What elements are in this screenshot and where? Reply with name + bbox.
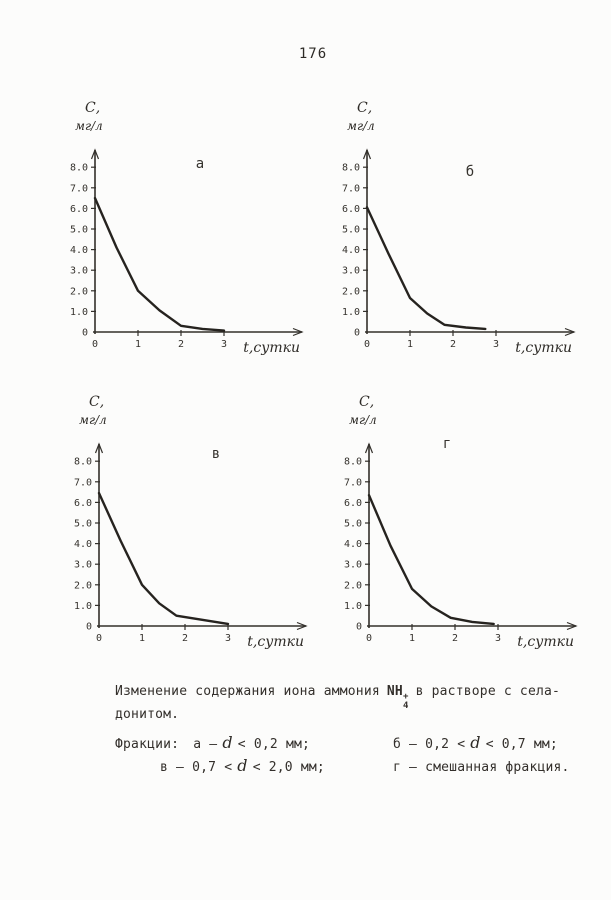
y-tick-label: 3.0 bbox=[69, 265, 88, 277]
x-tick-label: 1 bbox=[138, 633, 146, 644]
y-tick-label: 1.0 bbox=[343, 600, 362, 612]
x-tick-label: 3 bbox=[220, 339, 228, 350]
y-tick-label: 4.0 bbox=[73, 539, 92, 551]
y-tick-label: 5.0 bbox=[69, 224, 88, 236]
y-tick-label: 2.0 bbox=[341, 286, 360, 298]
y-tick-label: 3.0 bbox=[343, 559, 362, 571]
y-tick-label: 4.0 bbox=[343, 539, 362, 551]
y-tick-label: 1.0 bbox=[73, 600, 92, 612]
x-axis-title: t,сутки bbox=[515, 340, 572, 356]
y-tick-label: 0 bbox=[355, 621, 362, 633]
caption-line-3-right bbox=[393, 733, 558, 752]
diameter-symbol: d bbox=[470, 733, 481, 752]
data-curve bbox=[95, 198, 224, 331]
caption-line-3-left bbox=[115, 733, 310, 752]
nh4-formula bbox=[387, 684, 409, 710]
y-tick-label: 6.0 bbox=[343, 497, 362, 509]
y-tick-label: 3.0 bbox=[73, 559, 92, 571]
chart-v bbox=[62, 390, 324, 658]
y-tick-label: 4.0 bbox=[69, 245, 88, 257]
formula-sub-sup bbox=[403, 693, 409, 710]
x-axis-title: t,сутки bbox=[247, 634, 304, 650]
y-tick-label: 7.0 bbox=[69, 183, 88, 195]
caption-line-1 bbox=[115, 684, 560, 710]
fraction-b bbox=[393, 733, 558, 752]
x-axis-title: t,сутки bbox=[517, 634, 574, 650]
x-tick-label: 3 bbox=[224, 633, 232, 644]
fraction-v-suffix: < 2,0 мм; bbox=[252, 760, 325, 775]
chart-b bbox=[330, 96, 592, 364]
x-tick-label: 3 bbox=[494, 633, 502, 644]
formula-subscript: 4 bbox=[402, 700, 409, 711]
x-tick-label: 3 bbox=[492, 339, 500, 350]
chart-panel-a bbox=[58, 96, 320, 364]
x-tick-label: 1 bbox=[134, 339, 142, 350]
y-tick-label: 2.0 bbox=[343, 580, 362, 592]
y-tick-label: 7.0 bbox=[73, 477, 92, 489]
caption-line-4-left bbox=[160, 756, 325, 775]
caption-text-after-formula: в растворе с села- bbox=[415, 684, 561, 699]
y-tick-label: 7.0 bbox=[343, 477, 362, 489]
panel-letter: а bbox=[195, 156, 205, 172]
y-tick-label: 8.0 bbox=[69, 162, 88, 174]
fraction-v bbox=[160, 756, 325, 775]
x-tick-label: 0 bbox=[95, 633, 103, 644]
y-axis-title: С, bbox=[359, 394, 375, 410]
y-tick-label: 8.0 bbox=[343, 456, 362, 468]
panel-letter: в bbox=[211, 446, 221, 462]
fractions-label: Фракции: bbox=[115, 737, 180, 752]
diameter-symbol: d bbox=[237, 756, 248, 775]
chart-panel-g bbox=[332, 390, 594, 658]
y-axis-title: С, bbox=[89, 394, 105, 410]
chart-panel-v bbox=[62, 390, 324, 658]
diameter-symbol: d bbox=[222, 733, 233, 752]
fraction-a-prefix: а – bbox=[193, 737, 218, 752]
x-tick-label: 2 bbox=[177, 339, 185, 350]
data-curve bbox=[369, 495, 494, 624]
x-tick-label: 0 bbox=[91, 339, 99, 350]
y-tick-label: 7.0 bbox=[341, 183, 360, 195]
data-curve bbox=[367, 207, 485, 329]
y-tick-label: 3.0 bbox=[341, 265, 360, 277]
y-tick-label: 6.0 bbox=[73, 497, 92, 509]
y-tick-label: 5.0 bbox=[341, 224, 360, 236]
y-axis-title-units: мг/л bbox=[79, 413, 107, 427]
y-tick-label: 6.0 bbox=[69, 203, 88, 215]
x-tick-label: 0 bbox=[363, 339, 371, 350]
x-tick-label: 2 bbox=[181, 633, 189, 644]
y-axis-title: С, bbox=[85, 100, 101, 116]
fraction-g-prefix: г – смешанная фракция. bbox=[393, 760, 570, 775]
fraction-g bbox=[393, 760, 570, 775]
x-axis-title: t,сутки bbox=[243, 340, 300, 356]
page-number: 176 bbox=[298, 46, 328, 62]
panel-letter: б bbox=[465, 164, 475, 180]
y-axis-title-units: мг/л bbox=[349, 413, 377, 427]
y-tick-label: 8.0 bbox=[341, 162, 360, 174]
x-tick-label: 1 bbox=[408, 633, 416, 644]
chart-g bbox=[332, 390, 594, 658]
y-tick-label: 0 bbox=[85, 621, 92, 633]
y-tick-label: 2.0 bbox=[69, 286, 88, 298]
fraction-b-suffix: < 0,7 мм; bbox=[485, 737, 558, 752]
fraction-a bbox=[193, 733, 311, 752]
caption-text-before-formula: Изменение содержания иона аммония bbox=[115, 684, 380, 699]
y-tick-label: 2.0 bbox=[73, 580, 92, 592]
fraction-b-prefix: б – 0,2 < bbox=[393, 737, 466, 752]
y-tick-label: 5.0 bbox=[73, 518, 92, 530]
y-tick-label: 5.0 bbox=[343, 518, 362, 530]
fraction-a-suffix: < 0,2 мм; bbox=[237, 737, 311, 752]
x-tick-label: 2 bbox=[449, 339, 457, 350]
formula-superscript: + bbox=[402, 692, 409, 702]
y-tick-label: 1.0 bbox=[69, 306, 88, 318]
caption-line-2: донитом. bbox=[115, 707, 180, 722]
panel-letter: г bbox=[442, 436, 452, 452]
x-tick-label: 1 bbox=[406, 339, 414, 350]
chart-a bbox=[58, 96, 320, 364]
y-tick-label: 4.0 bbox=[341, 245, 360, 257]
formula-base: NH bbox=[386, 684, 403, 699]
data-curve bbox=[99, 493, 228, 624]
fraction-v-prefix: в – 0,7 < bbox=[160, 760, 233, 775]
y-tick-label: 6.0 bbox=[341, 203, 360, 215]
y-axis-title-units: мг/л bbox=[347, 119, 375, 133]
x-tick-label: 2 bbox=[451, 633, 459, 644]
y-tick-label: 0 bbox=[81, 327, 88, 339]
y-tick-label: 0 bbox=[353, 327, 360, 339]
x-tick-label: 0 bbox=[365, 633, 373, 644]
chart-panel-b bbox=[330, 96, 592, 364]
y-tick-label: 1.0 bbox=[341, 306, 360, 318]
y-axis-title-units: мг/л bbox=[75, 119, 103, 133]
y-tick-label: 8.0 bbox=[73, 456, 92, 468]
caption-line-4-right bbox=[393, 756, 570, 775]
y-axis-title: С, bbox=[357, 100, 373, 116]
